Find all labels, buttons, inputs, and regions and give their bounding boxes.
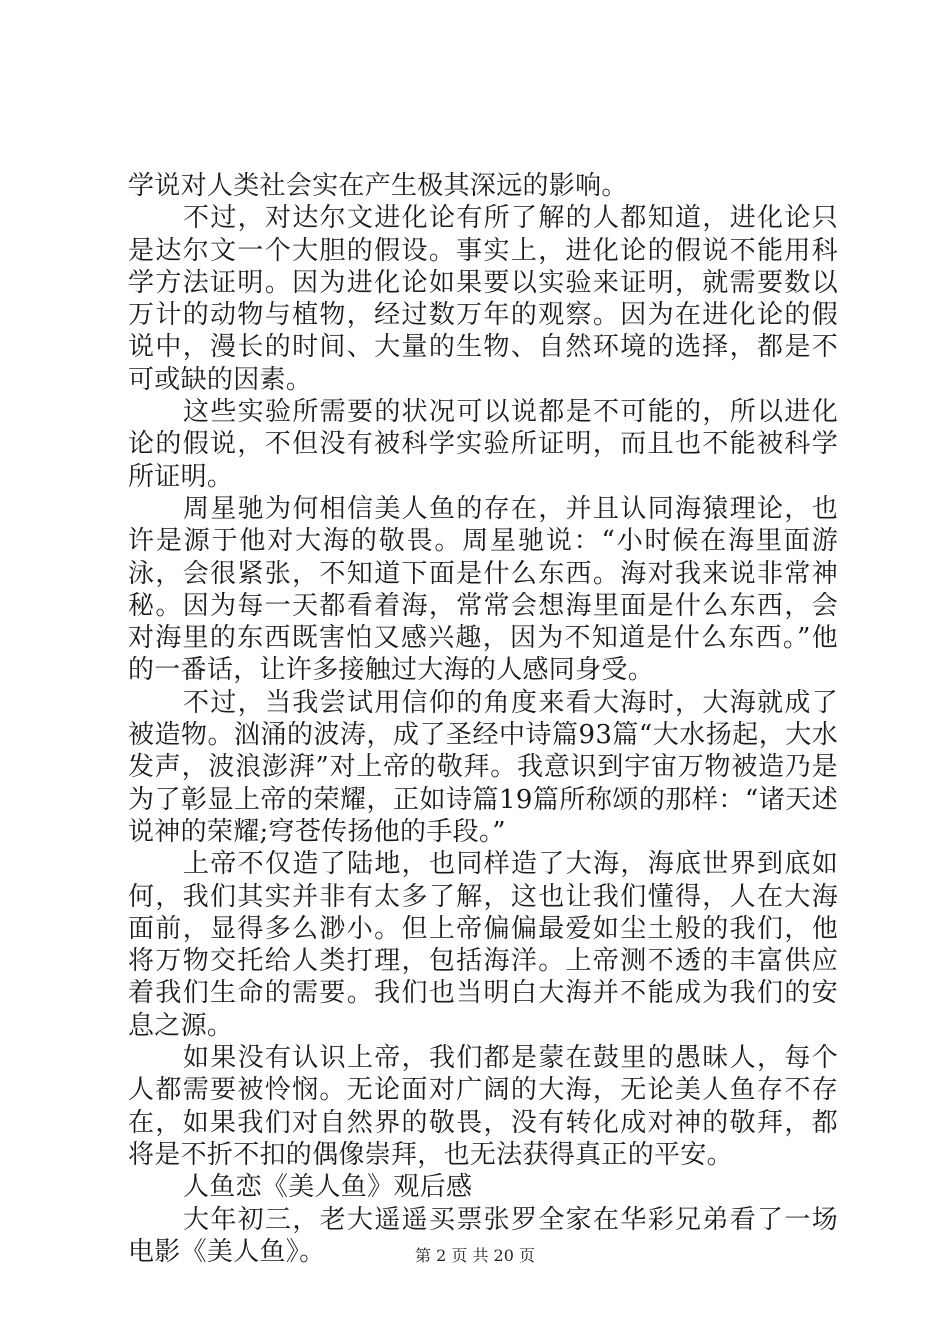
paragraph: 不过，对达尔文进化论有所了解的人都知道，进化论只是达尔文一个大胆的假设。事实上，进化论的假说不能用科学方法证明。因为进化论如果要以实验来证明，就需要数以万计的动物与植物，经过数万年的观察。因为在进化论的假说中，漫长的时间、大量的生物、自然环境的选择，都是不可或缺的因素。	[128, 203, 838, 395]
paragraph: 学说对人类社会实在产生极其深远的影响。	[128, 171, 628, 201]
section-heading: 人鱼恋《美人鱼》观后感	[183, 1172, 473, 1203]
paragraph: 上帝不仅造了陆地，也同样造了大海，海底世界到底如何，我们其实并非有太多了解，这也让我们懂得，人在大海面前，显得多么渺小。但上帝偏偏最爱如尘土般的我们，他将万物交托给人类打理，包括海洋。上帝测不透的丰富供应着我们生命的需要。我们也当明白大海并不能成为我们的安息之源。	[128, 849, 838, 1041]
paragraph: 大年初三，老大遥遥买票张罗全家在华彩兄弟看了一场电影《美人鱼》。	[128, 1204, 838, 1267]
document-body	[128, 170, 838, 1268]
paragraph: 这些实验所需要的状况可以说都是不可能的，所以进化论的假说，不但没有被科学实验所证明，而且也不能被科学所证明。	[128, 397, 838, 492]
page-number-footer: 第 2 页 共 20 页	[415, 1246, 535, 1265]
paragraph: 如果没有认识上帝，我们都是蒙在鼓里的愚昧人，每个人都需要被怜悯。无论面对广阔的大海，无论美人鱼存不存在，如果我们对自然界的敬畏，没有转化成对神的敬拜，都将是不折不扣的偶像崇拜，也无法获得真正的平安。	[128, 1043, 838, 1170]
paragraph: 周星驰为何相信美人鱼的存在，并且认同海猿理论，也许是源于他对大海的敬畏。周星驰说：“小时候在海里面游泳，会很紧张，不知道下面是什么东西。海对我来说非常神秘。因为每一天都看着海，常常会想海里面是什么东西，会对海里的东西既害怕又感兴趣，因为不知道是什么东西。”他的一番话，让许多接触过大海的人感同身受。	[128, 493, 838, 686]
paragraph: 不过，当我尝试用信仰的角度来看大海时，大海就成了被造物。汹涌的波涛，成了圣经中诗篇93篇“大水扬起，大水发声，波浪澎湃”对上帝的敬拜。我意识到宇宙万物被造乃是为了彰显上帝的荣耀，正如诗篇19篇所称颂的那样：“诸天述说神的荣耀;穹苍传扬他的手段。”	[128, 687, 838, 847]
